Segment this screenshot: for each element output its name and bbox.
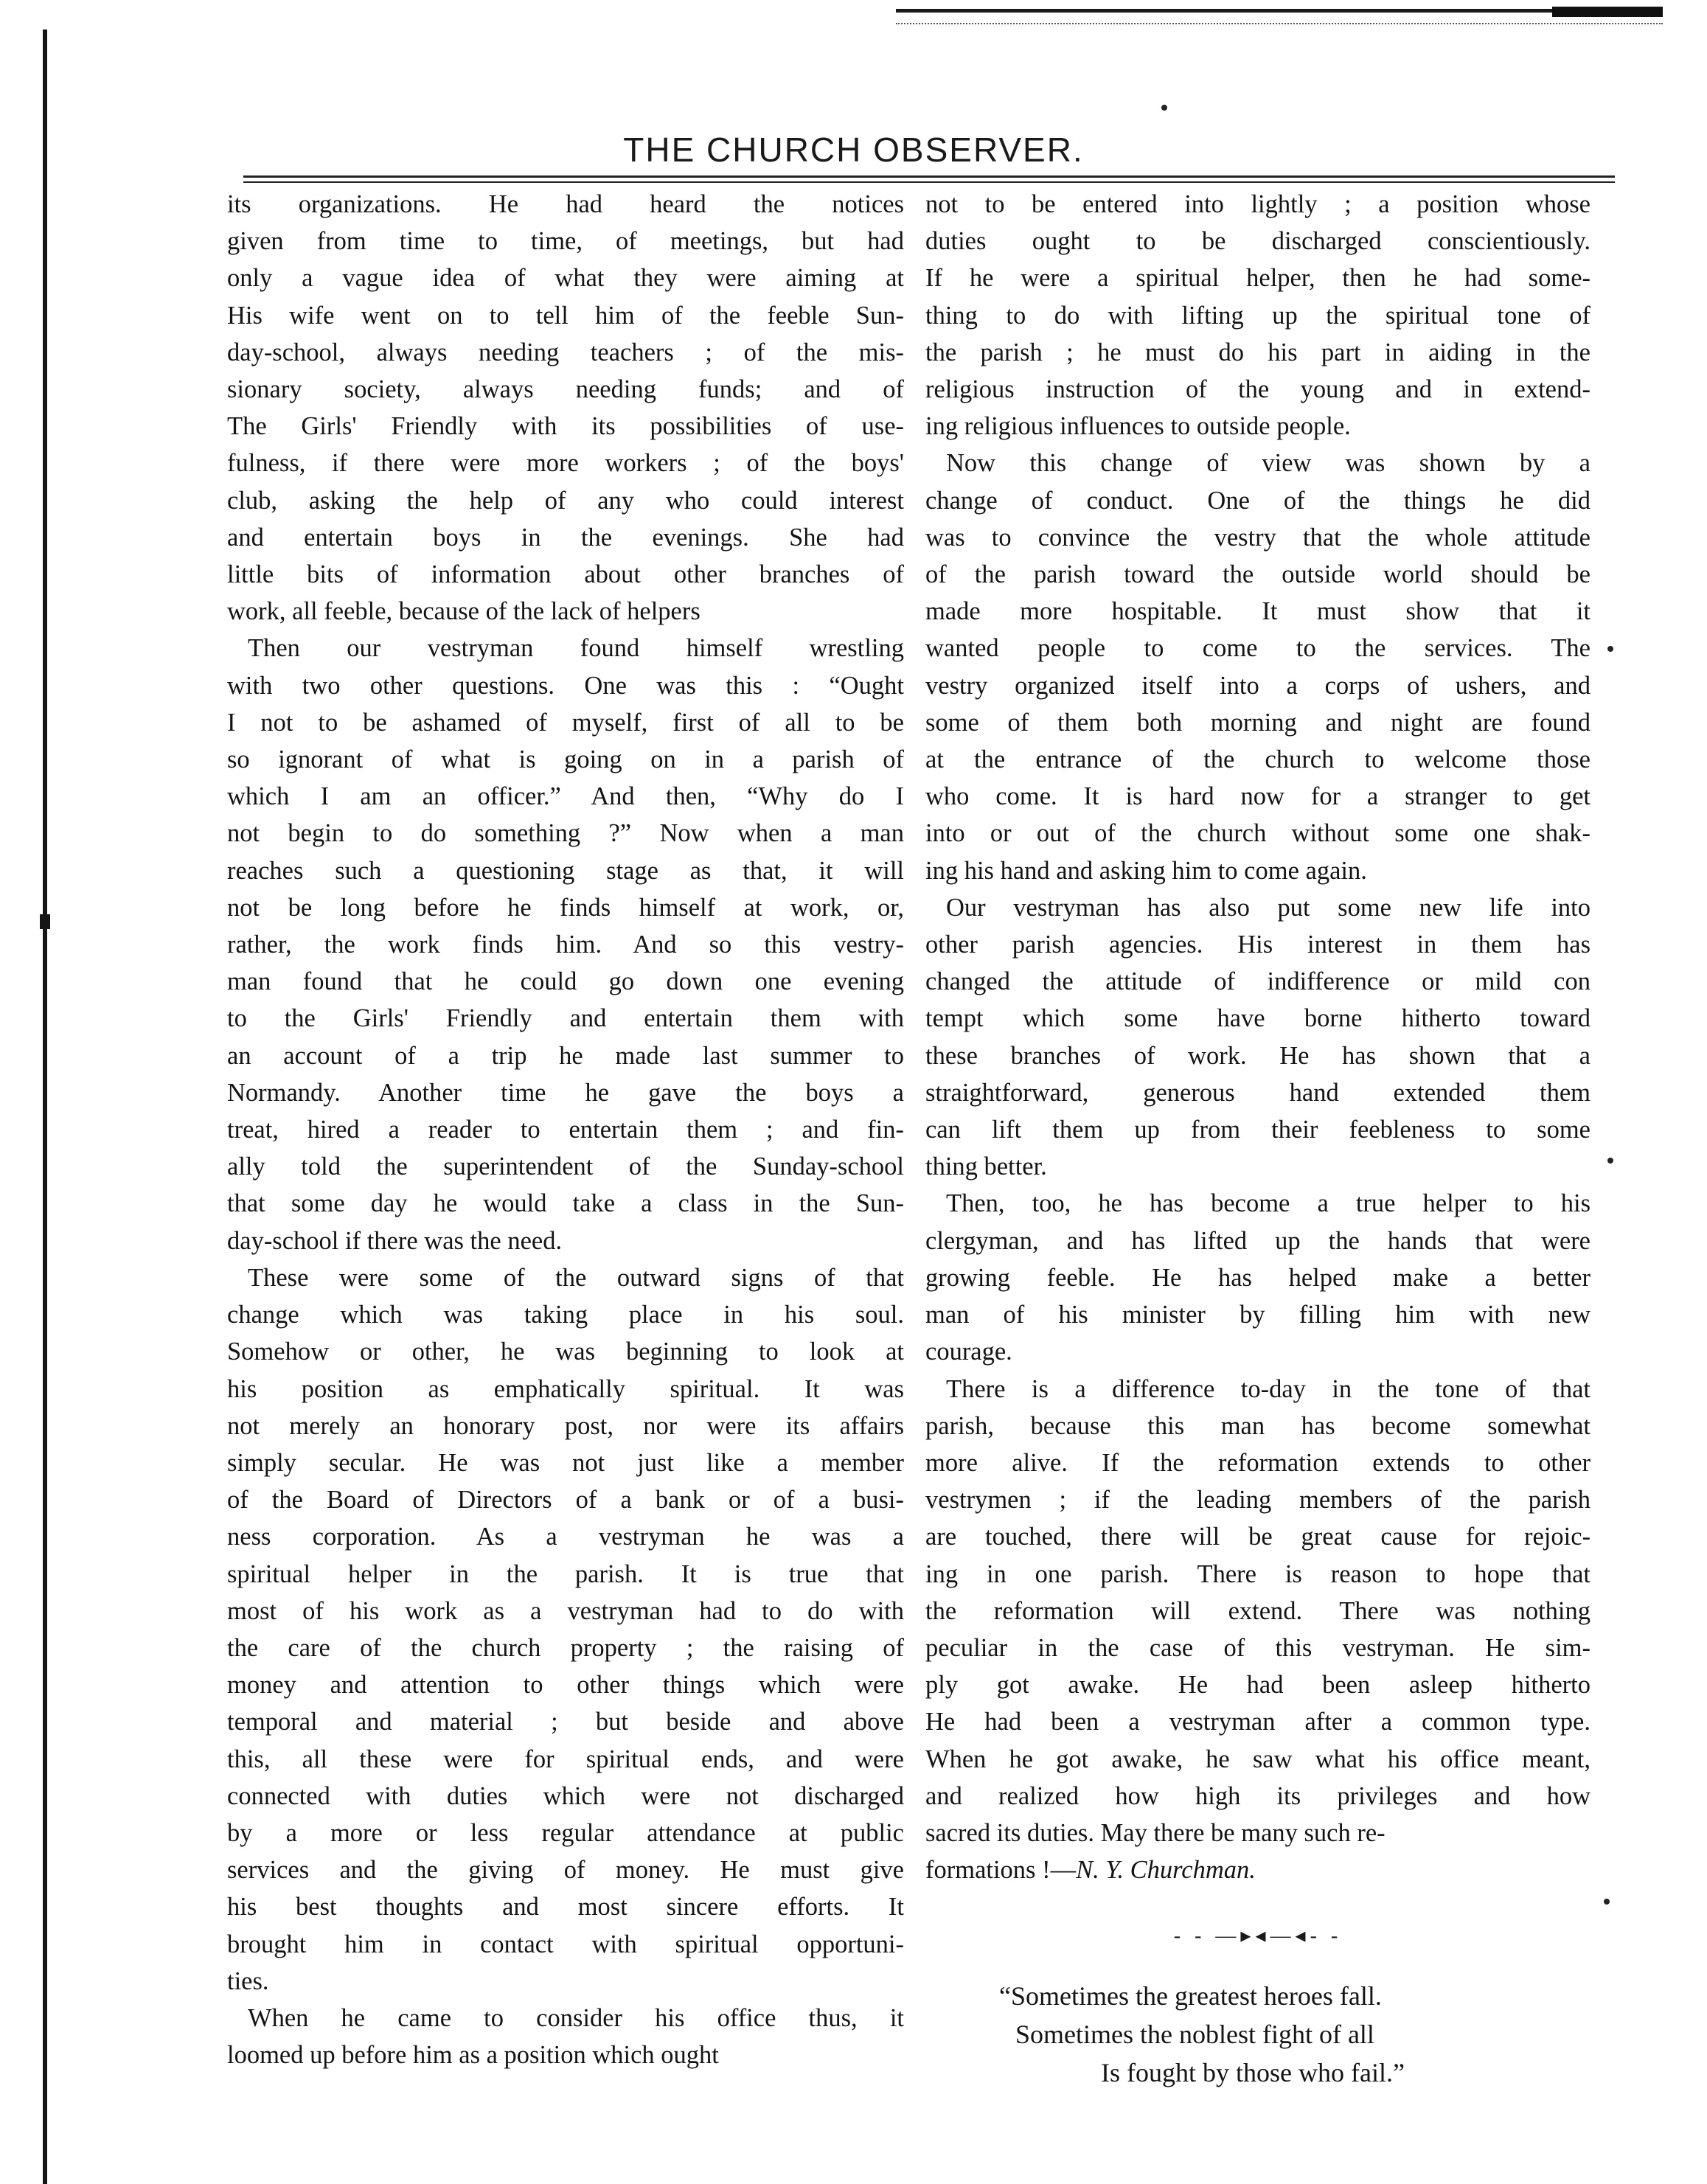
text-line: vestrymen ; if the leading members of the parish — [925, 1486, 1590, 1514]
text-line: of the parish toward the outside world should be — [925, 560, 1590, 589]
text-line: that some day he would take a class in the Sun- — [227, 1189, 904, 1218]
poem-line: “Sometimes the greatest heroes fall. — [999, 1981, 1382, 2011]
text-line: change of conduct. One of the things he did — [925, 486, 1590, 515]
paragraph — [925, 1185, 1590, 1370]
text-line: and entertain boys in the evenings. She had — [227, 523, 904, 552]
text-line: tempt which some have borne hitherto toward — [925, 1004, 1590, 1033]
text-line: day-school if there was the need. — [227, 1226, 563, 1255]
text-line: to the Girls' Friendly and entertain them with — [227, 1004, 904, 1033]
text-line: fulness, if there were more workers ; of the boys' — [227, 449, 904, 478]
text-line: this, all these were for spiritual ends, and were — [227, 1745, 904, 1773]
text-line: spiritual helper in the parish. It is true that — [227, 1559, 904, 1588]
text-line: straightforward, generous hand extended them — [925, 1078, 1590, 1107]
text-line: peculiar in the case of this vestryman. He sim- — [925, 1633, 1590, 1662]
text-line: temporal and material ; but beside and above — [227, 1708, 904, 1736]
text-line: connected with duties which were not discharged — [227, 1781, 904, 1810]
text-line: these branches of work. He has shown that a — [925, 1041, 1590, 1070]
text-line: of the Board of Directors of a bank or of a busi- — [227, 1486, 904, 1514]
attribution — [925, 1851, 1590, 1888]
scan-speck — [1607, 646, 1613, 652]
text-line: When he got awake, he saw what his office meant, — [925, 1745, 1590, 1773]
scan-speck — [1161, 105, 1167, 111]
scan-speck — [1604, 1899, 1610, 1905]
text-line: loomed up before him as a position which ought — [227, 2041, 719, 2070]
text-line: Our vestryman has also put some new life into — [946, 893, 1590, 922]
paragraph — [227, 630, 904, 1259]
attribution-source: N. Y. Churchman. — [1076, 1856, 1256, 1884]
text-line: ply got awake. He had been asleep hitherto — [925, 1671, 1590, 1700]
text-line: sacred its duties. May there be many such re- — [925, 1818, 1386, 1847]
text-line: his position as emphatically spiritual. It was — [227, 1374, 904, 1403]
text-line: an account of a trip he made last summer to — [227, 1041, 904, 1070]
text-line: can lift them up from their feebleness to some — [925, 1116, 1590, 1144]
text-line: and realized how high its privileges and how — [925, 1781, 1590, 1810]
text-line: was to convince the vestry that the whole attitude — [925, 523, 1590, 552]
text-line: money and attention to other things which were — [227, 1671, 904, 1700]
text-line: There is a difference to-day in the tone of that — [946, 1374, 1590, 1403]
text-line: only a vague idea of what they were aiming at — [227, 264, 904, 293]
text-line: simply secular. He was not just like a member — [227, 1448, 904, 1477]
text-line: growing feeble. He has helped make a better — [925, 1263, 1590, 1292]
text-line: reaches such a questioning stage as that, it will — [227, 856, 904, 885]
text-line: its organizations. He had heard the notices — [227, 190, 904, 218]
text-line: not begin to do something ?” Now when a man — [227, 819, 904, 848]
text-line: ties. — [227, 1966, 269, 1995]
text-line: into or out of the church without some one shak- — [925, 819, 1590, 848]
text-line: which I am an officer.” And then, “Why do I — [227, 782, 904, 811]
paragraph — [925, 186, 1590, 445]
masthead-rule — [243, 181, 1615, 183]
attribution-prefix: formations !— — [925, 1856, 1077, 1884]
text-line: with two other questions. One was this : “Ought — [227, 671, 904, 700]
text-line: who come. It is hard now for a stranger to get — [925, 782, 1590, 811]
text-line: sionary society, always needing funds; and of — [227, 375, 904, 404]
text-line: He had been a vestryman after a common type. — [925, 1708, 1590, 1736]
text-line: Somehow or other, he was beginning to look at — [227, 1338, 904, 1366]
text-line: Now this change of view was shown by a — [946, 449, 1590, 478]
text-line: ing his hand and asking him to come again. — [925, 856, 1367, 885]
text-line: by a more or less regular attendance at public — [227, 1818, 904, 1847]
page-title: THE CHURCH OBSERVER. — [623, 131, 1084, 169]
paragraph — [925, 445, 1590, 888]
text-line: man of his minister by filling him with new — [925, 1301, 1590, 1329]
text-line: not merely an honorary post, nor were its affairs — [227, 1411, 904, 1440]
paragraph — [227, 1259, 904, 2000]
right-column — [925, 186, 1590, 1851]
text-line: thing better. — [925, 1152, 1047, 1181]
text-line: When he came to consider his office thus, it — [248, 2003, 904, 2032]
text-line: made more hospitable. It must show that it — [925, 597, 1590, 626]
text-line: ally told the superintendent of the Sunday-school — [227, 1152, 904, 1181]
scan-left-edge — [43, 29, 47, 2184]
text-line: The Girls' Friendly with its possibilities of use- — [227, 412, 904, 441]
text-line: the parish ; he must do his part in aiding in the — [925, 338, 1590, 366]
text-line: treat, hired a reader to entertain them ; and fin- — [227, 1116, 904, 1144]
text-line: man found that he could go down one evening — [227, 967, 904, 996]
scan-top-rule — [896, 9, 1663, 24]
text-line: These were some of the outward signs of that — [248, 1263, 904, 1292]
text-line: ness corporation. As a vestryman he was a — [227, 1523, 904, 1551]
text-line: brought him in contact with spiritual opportuni- — [227, 1930, 904, 1958]
text-line: ing religious influences to outside people. — [925, 412, 1351, 441]
text-line: are touched, there will be great cause for rejoic- — [925, 1523, 1590, 1551]
text-line: given from time to time, of meetings, but had — [227, 227, 904, 256]
paragraph — [925, 889, 1590, 1186]
text-line: parish, because this man has become somewhat — [925, 1411, 1590, 1440]
text-line: more alive. If the reformation extends to other — [925, 1448, 1590, 1477]
scan-edge-mark — [40, 914, 50, 929]
text-line: wanted people to come to the services. The — [925, 634, 1590, 663]
text-line: most of his work as a vestryman had to do with — [227, 1596, 904, 1625]
text-line: If he were a spiritual helper, then he had some- — [925, 264, 1590, 293]
text-line: change which was taking place in his soul. — [227, 1301, 904, 1329]
text-line: Then, too, he has become a true helper to his — [946, 1189, 1590, 1218]
text-line: work, all feeble, because of the lack of helpers — [227, 597, 700, 626]
text-line: Then our vestryman found himself wrestling — [248, 634, 904, 663]
text-line: services and the giving of money. He must give — [227, 1856, 904, 1885]
right-column-tail — [925, 1851, 1590, 2092]
text-line: I not to be ashamed of myself, first of all to be — [227, 708, 904, 737]
left-column — [227, 186, 904, 2073]
text-line: clergyman, and has lifted up the hands that were — [925, 1226, 1590, 1255]
text-line: not be long before he finds himself at work, or, — [227, 893, 904, 922]
paragraph — [925, 1371, 1590, 1852]
text-line: duties ought to be discharged conscientiously. — [925, 227, 1590, 256]
text-line: little bits of information about other branches of — [227, 560, 904, 589]
poem — [925, 1977, 1590, 2092]
poem-line: Is fought by those who fail.” — [1101, 2058, 1405, 2088]
text-line: ing in one parish. There is reason to hope that — [925, 1559, 1590, 1588]
poem-line: Sometimes the noblest fight of all — [1015, 2020, 1374, 2050]
text-line: rather, the work finds him. And so this vestry- — [227, 931, 904, 959]
paragraph — [227, 2000, 904, 2073]
text-line: changed the attitude of indifference or mild con — [925, 967, 1590, 996]
text-line: religious instruction of the young and in extend- — [925, 375, 1590, 404]
text-line: the reformation will extend. There was nothing — [925, 1596, 1590, 1625]
text-line: at the entrance of the church to welcome those — [925, 745, 1590, 774]
text-line: his best thoughts and most sincere efforts. It — [227, 1893, 904, 1922]
text-line: day-school, always needing teachers ; of the mis- — [227, 338, 904, 366]
text-line: the care of the church property ; the raising of — [227, 1633, 904, 1662]
text-line: His wife went on to tell him of the feeble Sun- — [227, 301, 904, 330]
text-line: not to be entered into lightly ; a position whose — [925, 190, 1590, 218]
text-line: club, asking the help of any who could interest — [227, 486, 904, 515]
text-line: some of them both morning and night are found — [925, 708, 1590, 737]
scan-top-rule-end — [1552, 7, 1663, 17]
text-line: so ignorant of what is going on in a parish of — [227, 745, 904, 774]
section-ornament: - - —▸◂—◂- - — [1173, 1924, 1343, 1948]
text-line: Normandy. Another time he gave the boys a — [227, 1078, 904, 1107]
text-line: courage. — [925, 1338, 1012, 1366]
text-line: other parish agencies. His interest in them has — [925, 931, 1590, 959]
text-line: thing to do with lifting up the spiritual tone of — [925, 301, 1590, 330]
scan-speck — [1607, 1158, 1613, 1164]
text-line: vestry organized itself into a corps of ushers, and — [925, 671, 1590, 700]
paragraph — [227, 186, 904, 630]
masthead-rule — [243, 175, 1615, 178]
